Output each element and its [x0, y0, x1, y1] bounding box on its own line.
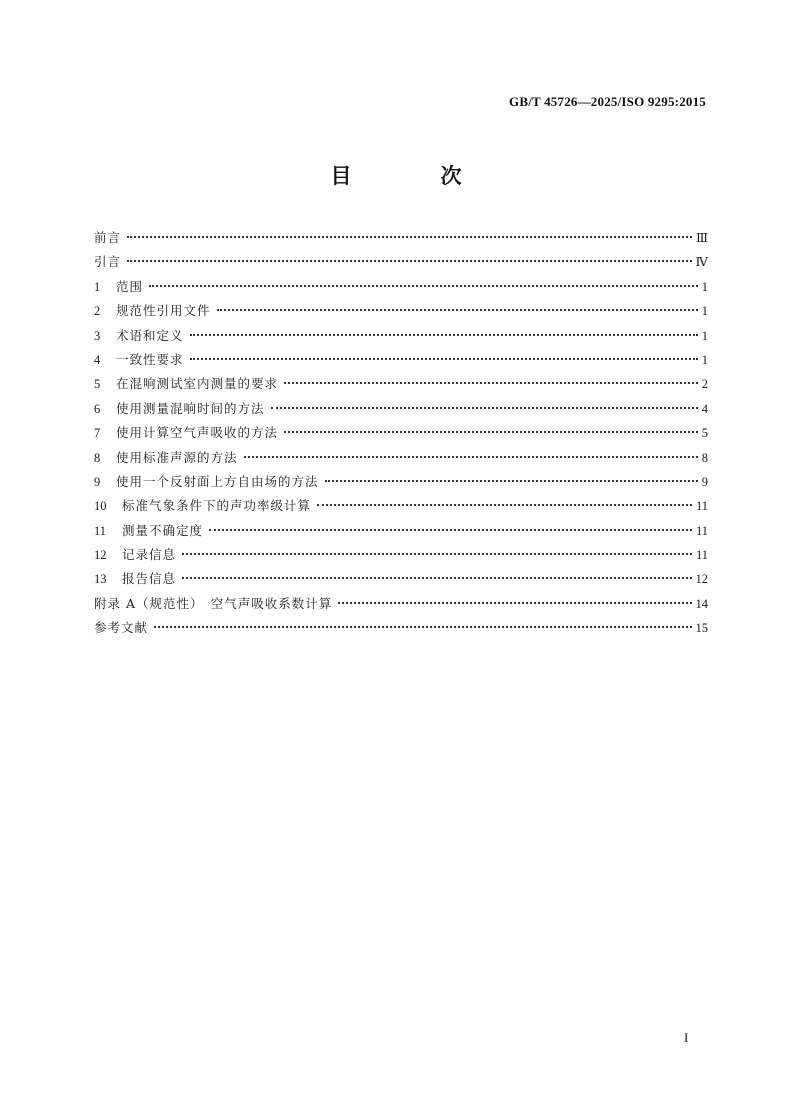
toc-leader-dots — [317, 504, 692, 506]
toc-entry-page: 5 — [701, 426, 708, 441]
toc-entry-number: 11 — [94, 523, 107, 538]
toc-entry-title: 引言 — [94, 254, 122, 270]
toc-leader-dots — [325, 480, 698, 482]
toc-entry-page: 8 — [701, 450, 708, 465]
toc-entry-title: 报告信息 — [122, 571, 177, 587]
toc-entry[interactable] — [94, 348, 708, 372]
toc-leader-dots — [154, 626, 691, 628]
toc-entry[interactable] — [94, 275, 708, 299]
toc-entry[interactable] — [94, 494, 708, 518]
toc-entry[interactable] — [94, 543, 708, 567]
page-number: I — [684, 1030, 689, 1045]
toc-entry-title: 在混响测试室内测量的要求 — [116, 376, 279, 392]
toc-entry[interactable] — [94, 519, 708, 543]
toc-entry-number: 7 — [94, 426, 101, 441]
toc-entry[interactable] — [94, 299, 708, 323]
toc-entry-number: 2 — [94, 304, 101, 319]
toc-entry-page: 14 — [695, 596, 708, 611]
standard-code: GB/T 45726—2025/ISO 9295:2015 — [509, 94, 706, 109]
toc-entry-number: 4 — [94, 352, 101, 367]
toc-entry-number: 12 — [94, 548, 107, 563]
toc-entry-title: 使用一个反射面上方自由场的方法 — [116, 473, 319, 489]
toc-leader-dots — [190, 334, 698, 336]
toc-entry-number: 13 — [94, 572, 107, 587]
toc-entry[interactable] — [94, 372, 708, 396]
toc-leader-dots — [127, 236, 692, 238]
toc-entry-title: 术语和定义 — [116, 327, 184, 343]
toc-entry-number: 9 — [94, 474, 101, 489]
toc-leader-dots — [284, 431, 698, 433]
toc-entry-title: 一致性要求 — [116, 351, 184, 367]
toc-leader-dots — [182, 577, 691, 579]
toc-entry-title: 参考文献 — [94, 620, 149, 636]
toc-entry-page: 11 — [695, 499, 708, 514]
toc-entry[interactable] — [94, 250, 708, 274]
toc-entry-page: 2 — [701, 377, 708, 392]
toc-leader-dots — [271, 407, 698, 409]
toc-entry-title: 规范性引用文件 — [116, 303, 211, 319]
toc-entry-title: 附录 A（规范性） 空气声吸收系数计算 — [94, 595, 333, 611]
toc-entry-page: 9 — [701, 474, 708, 489]
toc-entry-title: 使用计算空气声吸收的方法 — [116, 425, 279, 441]
toc-entry-title: 记录信息 — [122, 547, 177, 563]
toc-entry-page: 15 — [695, 621, 708, 636]
toc-leader-dots — [190, 358, 698, 360]
toc-entry-number: 10 — [94, 499, 107, 514]
toc-entry[interactable] — [94, 397, 708, 421]
page-title: 目 次 — [330, 164, 496, 188]
toc-entry-page: 4 — [701, 401, 708, 416]
toc-entry-number: 6 — [94, 401, 101, 416]
table-of-contents — [94, 226, 708, 641]
toc-entry[interactable] — [94, 567, 708, 591]
toc-entry[interactable] — [94, 324, 708, 348]
toc-entry[interactable] — [94, 616, 708, 640]
toc-leader-dots — [244, 456, 698, 458]
toc-entry[interactable] — [94, 446, 708, 470]
toc-leader-dots — [182, 553, 692, 555]
toc-entry-page: 1 — [701, 328, 708, 343]
toc-leader-dots — [127, 260, 691, 262]
toc-entry-page: Ⅲ — [695, 231, 708, 245]
toc-entry-page: 1 — [701, 304, 708, 319]
toc-entry-page: Ⅳ — [695, 255, 708, 270]
toc-leader-dots — [338, 602, 691, 604]
toc-entry[interactable] — [94, 226, 708, 250]
toc-entry-title: 前言 — [94, 230, 122, 245]
toc-entry[interactable] — [94, 592, 708, 616]
toc-entry-page: 1 — [701, 352, 708, 367]
toc-entry-number: 5 — [94, 377, 101, 392]
toc-leader-dots — [284, 382, 698, 384]
toc-entry-title: 测量不确定度 — [122, 522, 204, 538]
toc-entry-page: 11 — [695, 548, 708, 563]
toc-entry-number: 3 — [94, 328, 101, 343]
toc-entry-title: 使用标准声源的方法 — [116, 449, 238, 465]
toc-entry-title: 标准气象条件下的声功率级计算 — [122, 498, 312, 514]
toc-entry-title: 范围 — [116, 278, 144, 294]
toc-entry-number: 1 — [94, 279, 101, 294]
toc-entry-number: 8 — [94, 450, 101, 465]
toc-entry[interactable] — [94, 421, 708, 445]
toc-leader-dots — [209, 529, 692, 531]
toc-entry-page: 1 — [701, 279, 708, 294]
toc-leader-dots — [149, 285, 698, 287]
toc-entry[interactable] — [94, 470, 708, 494]
toc-entry-page: 12 — [695, 572, 708, 587]
toc-leader-dots — [217, 309, 698, 311]
toc-entry-title: 使用测量混响时间的方法 — [116, 400, 265, 416]
toc-entry-page: 11 — [695, 523, 708, 538]
